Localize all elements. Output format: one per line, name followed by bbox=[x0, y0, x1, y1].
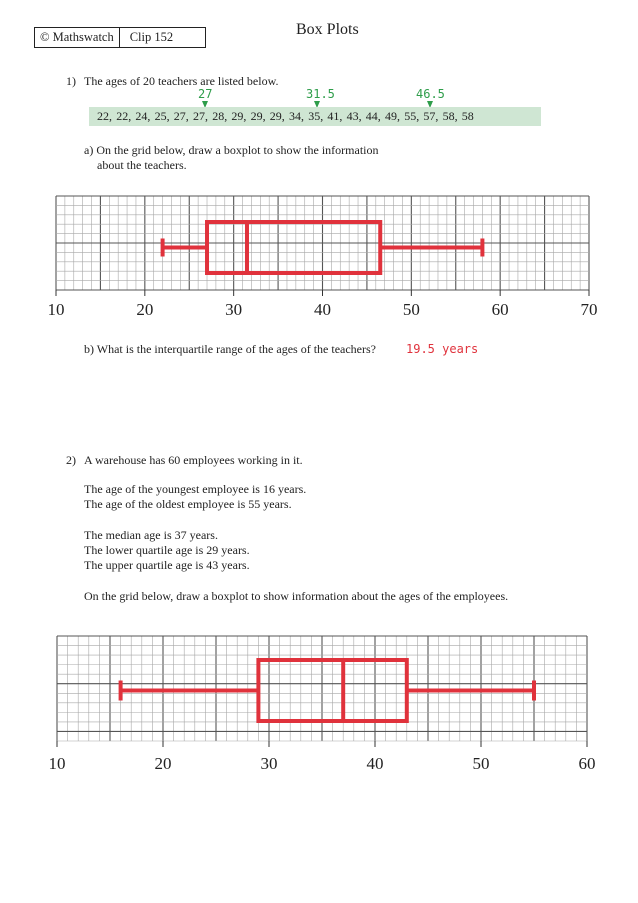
q1-data-list: 22, 22, 24, 25, 27, 27, 28, 29, 29, 29, 34, 35, 41, 43, 44, 49, 55, 57, 58, 58 bbox=[89, 107, 541, 126]
q1-median-annotation: 31.5 bbox=[306, 87, 335, 101]
x-tick-label: 50 bbox=[402, 300, 420, 319]
q1-uq-annotation: 46.5 bbox=[416, 87, 445, 101]
x-tick-label: 20 bbox=[136, 300, 154, 319]
x-tick-label: 60 bbox=[578, 754, 596, 773]
q2-intro: A warehouse has 60 employees working in it. bbox=[84, 453, 303, 467]
x-tick-label: 60 bbox=[491, 300, 509, 319]
x-tick-label: 40 bbox=[314, 300, 331, 319]
x-tick-label: 10 bbox=[48, 754, 66, 773]
x-tick-label: 40 bbox=[366, 754, 384, 773]
x-tick-label: 30 bbox=[225, 300, 243, 319]
clip-label: Clip 152 bbox=[119, 28, 183, 47]
q2-lower-quartile: The lower quartile age is 29 years. bbox=[84, 543, 250, 557]
x-tick-label: 30 bbox=[260, 754, 278, 773]
x-tick-label: 20 bbox=[154, 754, 172, 773]
page-title: Box Plots bbox=[296, 21, 359, 38]
q1-lq-annotation: 27 bbox=[198, 87, 213, 101]
q2-median: The median age is 37 years. bbox=[84, 528, 218, 542]
q1-intro: The ages of 20 teachers are listed below. bbox=[84, 74, 279, 88]
q2-youngest: The age of the youngest employee is 16 years. bbox=[84, 482, 307, 496]
x-tick-label: 70 bbox=[580, 300, 598, 319]
x-tick-label: 50 bbox=[472, 754, 490, 773]
x-tick-label: 10 bbox=[47, 300, 65, 319]
q1-part-b-answer: 19.5 years bbox=[406, 342, 479, 356]
q2-number: 2) bbox=[66, 453, 76, 467]
q1-part-b-question: b) What is the interquartile range of the ages of the teachers? bbox=[84, 342, 376, 356]
q1-part-a-line2: about the teachers. bbox=[97, 158, 187, 172]
q2-instruction: On the grid below, draw a boxplot to show information about the ages of the employees. bbox=[84, 589, 509, 603]
q1-number: 1) bbox=[66, 74, 76, 88]
brand-label: © Mathswatch bbox=[40, 30, 114, 44]
q1-part-a-line1: a) On the grid below, draw a boxplot to show the information bbox=[84, 143, 379, 157]
q2-oldest: The age of the oldest employee is 55 years. bbox=[84, 497, 292, 511]
q2-upper-quartile: The upper quartile age is 43 years. bbox=[84, 558, 250, 572]
